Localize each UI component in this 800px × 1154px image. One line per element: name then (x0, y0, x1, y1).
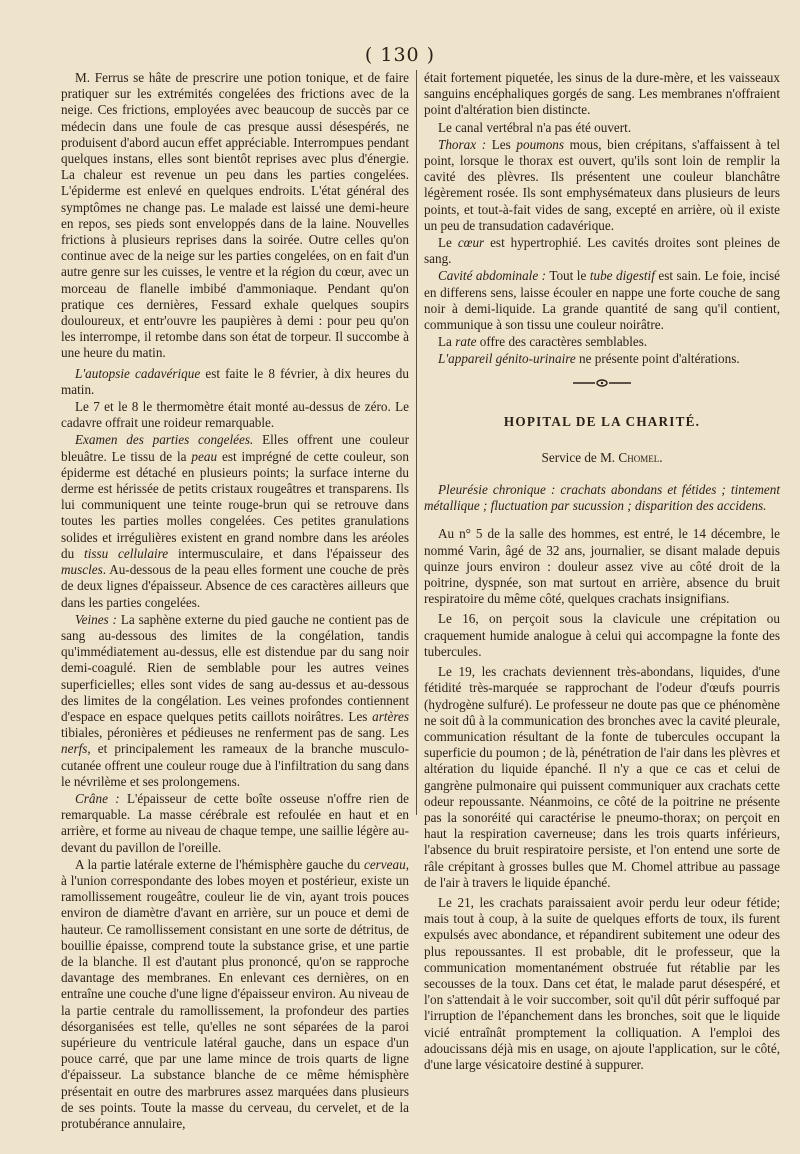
text: est faite le 8 février, à dix heures du matin. (61, 365, 409, 397)
paragraph (61, 612, 409, 790)
italic-term: rate (455, 334, 477, 350)
text: mous, bien crépitans, s'affaissent à tel point, lorsque le thorax est ouvert, qu'ils sont loin de remplir la cavité des plèvres. Ils présentent une couleur blanchâtre légèrement rosée. Ils sont emphysémateux dans plusieurs de leurs points, et tout-à-fait vides de sang, excepté en arrière, où il existe un peu de transudation cadavérique. (424, 136, 780, 233)
text: est sain. Le foie, incisé en differens sens, laisse écouler en nappe une forte couche de sang noir à demi-liquide. La grande quantité de sang qu'il contient, communique à son tissu une couleur noirâtre. (424, 268, 780, 333)
paragraph (61, 857, 409, 1132)
paragraph (61, 432, 409, 610)
italic-term: muscles (61, 562, 103, 578)
section-ornament (424, 376, 780, 388)
text: La (438, 334, 456, 350)
paragraph (424, 351, 780, 367)
italic-term: tube digestif (589, 268, 655, 284)
italic-term: cœur (457, 235, 485, 251)
section-heading: Thorax : (438, 136, 487, 152)
text: La saphène externe du pied gauche ne contient pas de sang au-dessous des limites de la congélation, tandis qu'immédiatement au-dessus, elle est distendue par du sang noir demi-coagulé. Rien de semblable pour les autres veines superficielles; elles sont vides de sang au-dessus et au-dessous des limites de la congélation. Les veines profondes contiennent d'espace en espace quelques petits caillots noirâtres. Les (61, 611, 409, 724)
text: intermusculaire, et dans l'épaisseur des (168, 545, 410, 561)
paragraph: M. Ferrus se hâte de prescrire une potion tonique, et de faire pratiquer sur les extrémités congelées des frictions avec de la neige. Ces frictions, employées avec beaucoup de succès par ce médecin dans une foule de cas presque aussi désespérés, ne produisent d'abord aucun effet appréciable. Interrompues pendant quelques instans, elles sont bientôt reprises avec plus d'énergie. La chaleur est revenue un peu dans les parties congelées. L'épiderme est enlevé en quelques endroits. L'état général des symptômes ne change pas. Le malade est laissé une demi-heure en repos, ses pieds sont enveloppés dans de la laine. Nouvelles frictions à plusieurs reprises dans la soirée. Outre celles qu'on continue avec de la neige sur les parties congelées, on en fait d'un autre genre sur les cuisses, le ventre et la région du cœur, avec un morceau de flanelle imbibé d'ammoniaque. Pendant qu'on pratique ces dernières, Fessard exhale quelques soupirs douloureux, et entr'ouvre les paupières à demi : pour peu qu'on les interrompe, il retombe dans son état de torpeur. Il succombe à une heure du matin. (61, 70, 409, 361)
italic-term: L'autopsie cadavérique (75, 365, 201, 381)
paragraph (424, 268, 780, 333)
text: . Au-dessous de la peau elles forment une couche de près de deux lignes d'épaisseur. Absence de ces caractères ailleurs que dans les parties congelées. (61, 562, 409, 610)
paragraph (61, 366, 409, 398)
text: A la partie latérale externe de l'hémisphère gauche du (75, 856, 364, 872)
text: Service de M. (541, 449, 619, 465)
text: Elles offrent une couleur bleuâtre. Le tissu de la (61, 432, 409, 464)
text: , et principalement les rameaux de la branche musculo-cutanée offrent une couleur rouge due à l'infiltration du sang dans le névrilème et ses prolongemens. (61, 741, 409, 789)
paragraph (424, 334, 780, 350)
paragraph: Le 16, on perçoit sous la clavicule une crépitation ou craquement humide analogue à celui qui accompagne la fonte des tubercules. (424, 611, 780, 659)
paragraph (424, 235, 780, 267)
text: Tout le (546, 268, 590, 284)
right-column (424, 70, 780, 1074)
paragraph: Le 19, les crachats deviennent très-abondans, liquides, d'une fétidité très-marquée se rapprochant de l'odeur d'œufs pourris (hydrogène sulfuré). Le professeur ne doute pas que ce phénomène ne soit dû à la communication des bronches avec la cavité pleurale, communication résultant de la fonte de tubercules occupant la superficie du poumon ; de là, pénétration de l'air dans les plèvres et altération du liquide épanché. Il n'y a que ce cas et celui de gangrène pulmonaire qui puissent communiquer aux crachats cette odeur repoussante. Néanmoins, ce côté de la poitrine ne présente pas la sonoréité qui caractérise le pneumo-thorax; on perçoit en haut la respiration caverneuse; dans les trois quarts inférieurs, l'absence du bruit respiratoire persiste, et l'on entend une sorte de râle crépitant à grosses bulles que M. Chomel attribue au passage de l'air à travers le liquide épanché. (424, 664, 780, 890)
paragraph (424, 137, 780, 234)
page-number: ( 130 ) (364, 44, 436, 66)
text: Le (438, 235, 458, 251)
section-heading: Cavité abdominale : (438, 268, 547, 284)
italic-term: cerveau (363, 856, 406, 872)
section-heading: Examen des parties congelées. (75, 432, 254, 448)
paragraph: Au n° 5 de la salle des hommes, est entré, le 14 décembre, le nommé Varin, âgé de 32 ans, journalier, se disant malade depuis quinze jours environ : douleur assez vive au côté droit de la poitrine, dyspnée, son mat surtout en arrière, absence du bruit respiratoire du même côté, quelques crachats insignifians. (424, 526, 780, 607)
paragraph: Le 7 et le 8 le thermomètre était monté au-dessus de zéro. Le cadavre offrait une roideur remarquable. (61, 399, 409, 431)
physician-name: Chomel (618, 449, 660, 465)
text: est imprégné de cette couleur, son épiderme est détaché en plusieurs points; la surface interne du derme est hérissée de petits cristaux rougeâtres et transparens. Ils lui communiquent une teinte rouge-brun qui se retrouve dans toutes les parties molles congelées. Ces petites granulations solides et irrégulières existent en grand nombre dans les aréoles du (61, 448, 409, 561)
ornament-rule-icon (571, 378, 633, 388)
section-heading: Crâne : (75, 790, 120, 806)
paragraph (61, 791, 409, 856)
text: tibiales, péronières et pédieuses ne renferment pas de sang. Les (61, 725, 409, 741)
left-column (61, 70, 409, 1133)
text: ne présente point d'altérations. (575, 351, 740, 367)
service-line (424, 450, 780, 466)
italic-term: poumons (516, 136, 565, 152)
italic-term: artères (372, 708, 409, 724)
column-divider (416, 70, 417, 815)
text: offre des caractères semblables. (476, 334, 648, 350)
paragraph: Le canal vertébral n'a pas été ouvert. (438, 119, 632, 135)
section-heading: L'appareil génito-urinaire (438, 351, 576, 367)
paragraph: était fortement piquetée, les sinus de la dure-mère, et les vaisseaux sanguins encéphaliques gorgés de sang. Les membranes n'offraient point d'altération bien distincte. (424, 70, 780, 118)
case-title: Pleurésie chronique : crachats abondans et fétides ; tintement métallique ; fluctuation par sucussion ; disparition des accidens. (424, 482, 780, 514)
italic-term: nerfs (61, 741, 88, 757)
section-heading: Veines : (75, 611, 117, 627)
italic-term: tissu cellulaire (84, 545, 169, 561)
text: L'épaisseur de cette boîte osseuse n'offre rien de remarquable. La masse cérébrale est refoulée en haut et en arrière, et forme au niveau de chaque tempe, une saillie légère au-devant du pavillon de l'oreille. (61, 790, 409, 855)
text: est hypertrophié. Les cavités droites sont pleines de sang. (424, 235, 780, 267)
section-title: HOPITAL DE LA CHARITÉ. (503, 413, 701, 429)
text: . (659, 449, 663, 465)
italic-term: peau (191, 448, 218, 464)
paragraph: Le 21, les crachats paraissaient avoir perdu leur odeur fétide; mais tout à coup, à la suite de quelques efforts de toux, ils furent expulsés avec abondance, et répandirent subitement une odeur des plus repoussantes. Il est probable, dit le professeur, que la communication momentanément obstruée fut rétablie par les secousses de la toux. Dans cet état, le malade parut désespéré, et l'on s'attendait à le voir succomber, soit qu'il dût périr suffoqué par l'irruption de l'épanchement dans les bronches, soit que le liquide vicié entraînât promptement la colliquation. A l'emploi des adoucissans déjà mis en usage, on ajoute l'application, sur le côté, d'une large vésicatoire destiné à suppurer. (424, 894, 780, 1072)
text: Les (486, 136, 517, 152)
text: , à l'union correspondante des lobes moyen et postérieur, existe un ramollissement rougeâtre, couleur lie de vin, ayant trois pouces environ de diamètre d'avant en arrière, sur un pouce et demi de hauteur. Ce ramollissement consistant en une sorte de détritus, de bouillie épaisse, comprend toute la substance grise, et une partie de la blanche. Il est d'autant plus prononcé, qu'on se rapproche davantage des membranes. En enlevant ces dernières, on en entraîne une couche d'une ligne d'épaisseur environ. Au niveau de la partie centrale du ramollissement, la profondeur des parties désorganisées est telle, qu'elles ne sont séparées de la paroi supérieure du ventricule latéral gauche, dans un espace d'un pouce carré, que par une lame mince de trois quarts de ligne d'épaisseur. La substance blanche de ce même hémisphère présentait en outre des marbrures assez marquées dans plusieurs de ses points. Toute la masse du cerveau, du cervelet, et de la protubérance annulaire, (61, 856, 409, 1131)
